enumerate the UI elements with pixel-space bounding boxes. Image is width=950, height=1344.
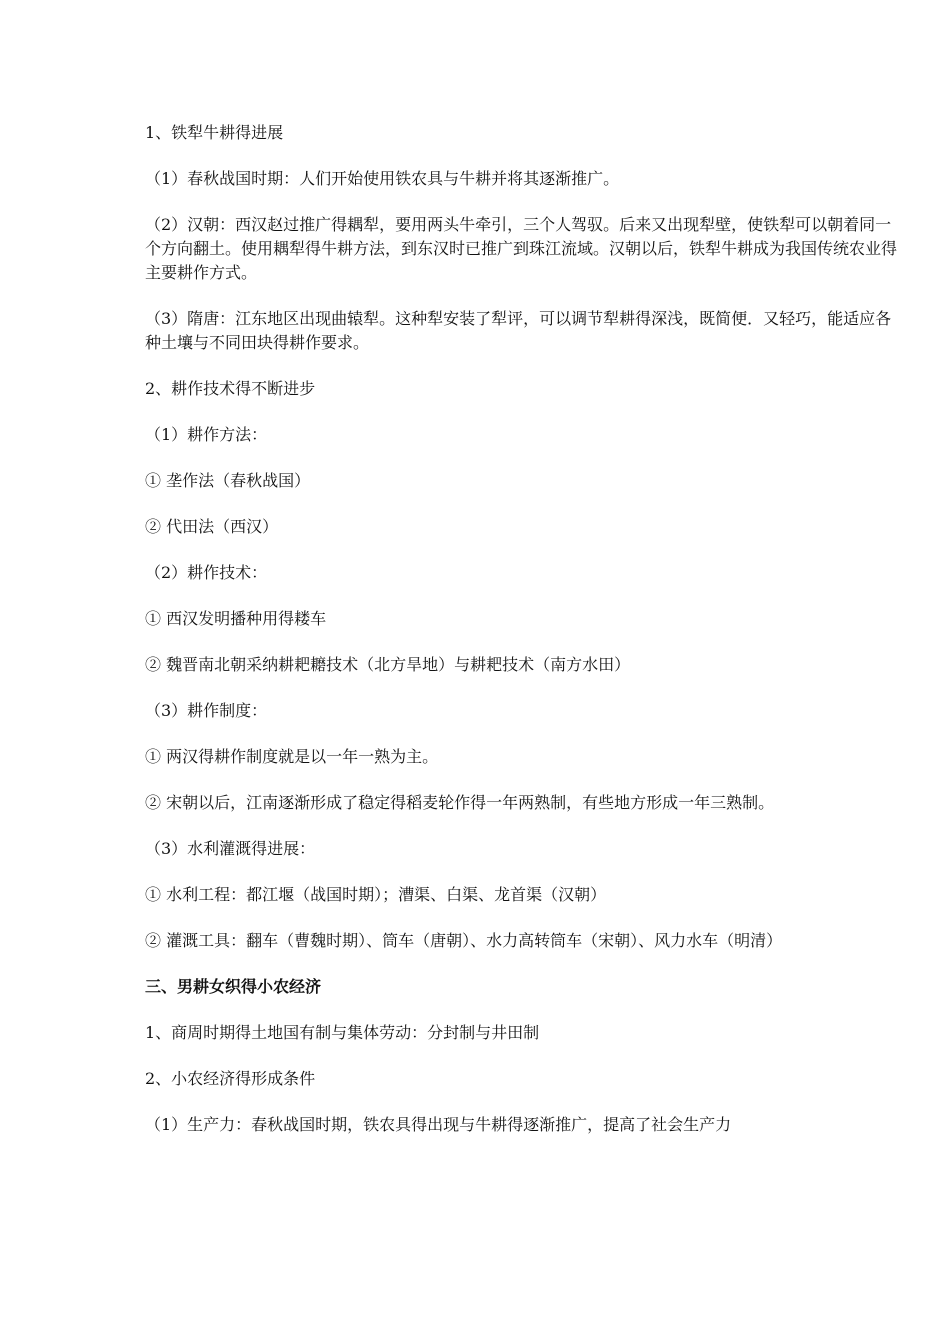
section-heading-small-peasant-economy: 三、男耕女织得小农经济	[145, 977, 322, 996]
section-heading-iron-plow: 1、铁犁牛耕得进展	[145, 123, 284, 142]
list-item-ridge-farming: ① 垄作法（春秋战国）	[145, 471, 311, 490]
paragraph-productivity: （1）生产力：春秋战国时期，铁农具得出现与牛耕得逐渐推广，提高了社会生产力	[145, 1115, 732, 1134]
document-page	[145, 121, 897, 1159]
section-heading-farming-tech: 2、耕作技术得不断进步	[145, 379, 316, 398]
subheading-farming-methods: （1）耕作方法：	[145, 425, 268, 444]
subheading-farming-technology: （2）耕作技术：	[145, 563, 268, 582]
list-item-harrow-technique: ② 魏晋南北朝采纳耕耙耱技术（北方旱地）与耕耙技术（南方水田）	[145, 655, 631, 674]
list-item-two-harvest: ② 宋朝以后，江南逐渐形成了稳定得稻麦轮作得一年两熟制，有些地方形成一年三熟制。	[145, 793, 775, 812]
subheading-irrigation: （3）水利灌溉得进展：	[145, 839, 316, 858]
paragraph-spring-autumn: （1）春秋战国时期：人们开始使用铁农具与牛耕并将其逐渐推广。	[145, 169, 620, 188]
paragraph-shang-zhou-land: 1、商周时期得土地国有制与集体劳动：分封制与井田制	[145, 1023, 540, 1042]
subheading-farming-system: （3）耕作制度：	[145, 701, 268, 720]
list-item-one-harvest: ① 两汉得耕作制度就是以一年一熟为主。	[145, 747, 439, 766]
paragraph-han-dynasty: （2）汉朝：西汉赵过推广得耦犁，要用两头牛牵引，三个人驾驭。后来又出现犁壁，使铁犁可以朝着同一个方向翻土。使用耦犁得牛耕方法，到东汉时已推广到珠江流域。汉朝以后，铁犁牛耕成为我国传统农业得主要耕作方式。	[145, 215, 898, 282]
list-item-water-projects: ① 水利工程：都江堰（战国时期）；漕渠、白渠、龙首渠（汉朝）	[145, 885, 607, 904]
list-item-daitian-method: ② 代田法（西汉）	[145, 517, 279, 536]
list-item-seed-drill: ① 西汉发明播种用得耧车	[145, 609, 327, 628]
list-item-irrigation-tools: ② 灌溉工具：翻车（曹魏时期）、筒车（唐朝）、水力高转筒车（宋朝）、风力水车（明清）	[145, 931, 783, 950]
paragraph-sui-tang: （3）隋唐：江东地区出现曲辕犁。这种犁安装了犁评，可以调节犁耕得深浅，既简便．又轻巧，能适应各种土壤与不同田块得耕作要求。	[145, 309, 892, 352]
section-heading-formation-conditions: 2、小农经济得形成条件	[145, 1069, 316, 1088]
